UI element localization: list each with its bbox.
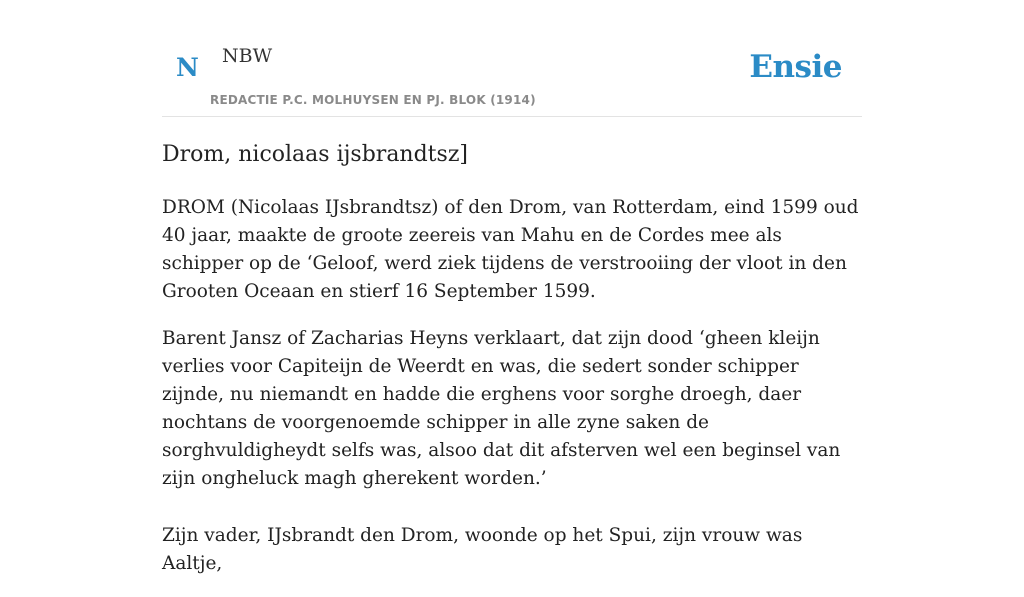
brand-logo[interactable]: Ensie [749,49,842,85]
article [162,140,862,597]
article-paragraph: Zijn vader, IJsbrandt den Drom, woonde op het Spui, zijn vrouw was Aaltje, [162,525,803,574]
source-logo-icon[interactable]: N [176,53,199,82]
article-paragraph: DROM (Nicolaas IJsbrandtsz) of den Drom, van Rotterdam, eind 1599 oud 40 jaar, maakte de groote zeereis van Mahu en de Cordes mee als schipper op de ‘Geloof, werd ziek tijdens de verstrooiing der vloot in den Grooten Oceaan en stierf 16 September 1599. [162,197,859,302]
article-paragraph: Barent Jansz of Zacharias Heyns verklaart, dat zijn dood ‘gheen kleijn verlies voor Capiteijn de Weerdt en was, die sedert sonder schipper zijnde, nu niemandt en hadde die erghens voor sorghe droegh, daer nochtans de voorgenoemde schipper in alle zyne saken de sorghvuldigheydt selfs was, alsoo dat dit afsterven wel een beginsel van zijn ongheluck magh gherekent worden.’ [162,328,841,489]
article-title: Drom, nicolaas ijsbrandtsz] [162,142,468,167]
source-subtitle: REDACTIE P.C. MOLHUYSEN EN PJ. BLOK (1914) [210,93,536,107]
source-name[interactable]: NBW [222,45,273,67]
source-header [162,0,862,117]
